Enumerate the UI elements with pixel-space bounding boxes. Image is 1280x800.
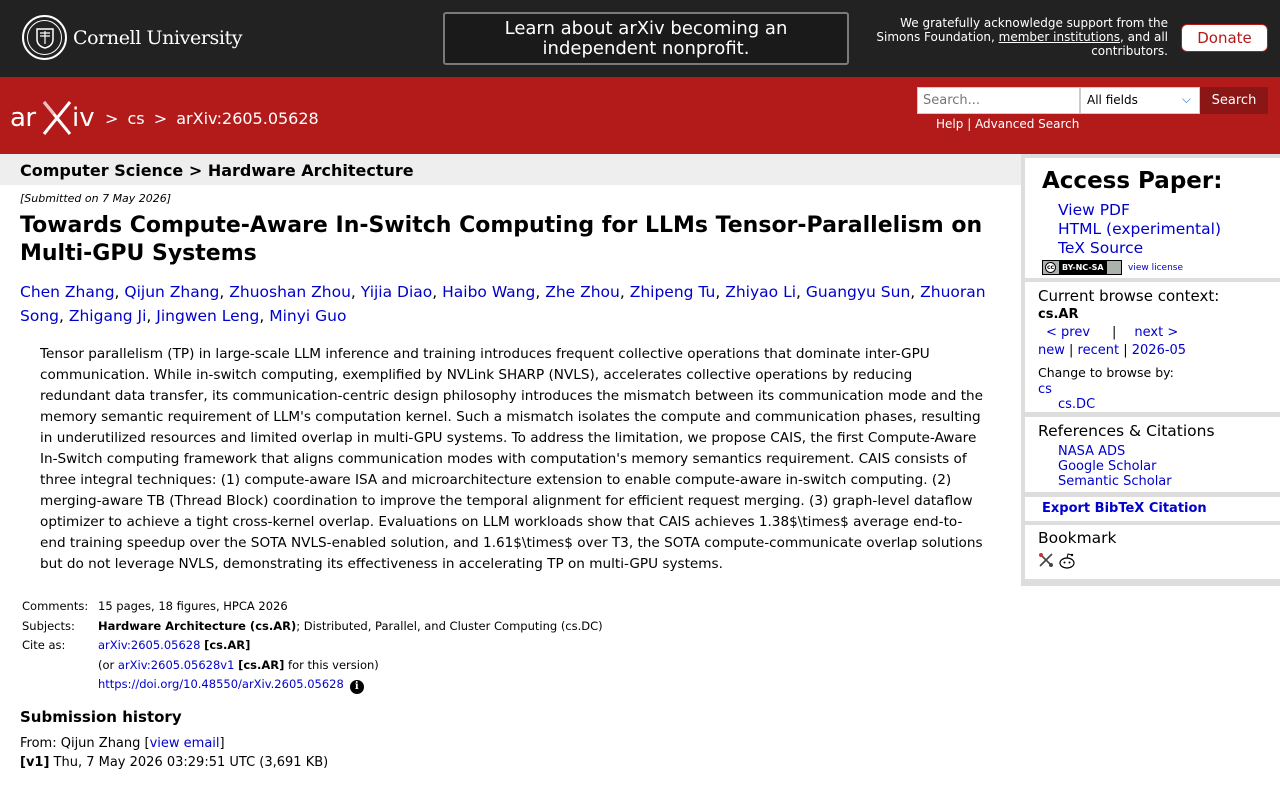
cornell-logo[interactable] [22,15,242,60]
header-bar [0,77,1280,154]
breadcrumb [105,109,323,128]
version-note: (or [98,657,118,672]
author-link[interactable]: Jingwen Leng [156,307,260,325]
comments-label: Comments: [22,599,89,613]
chevron-down-icon: ⌵ [1181,92,1191,106]
browse-context-title: Current browse context: [1038,287,1220,305]
author-link[interactable]: Minyi Guo [269,307,347,325]
author-link[interactable]: Yijia Diao [360,283,433,301]
paper-title: Towards Compute-Aware In-Switch Computing for LLMs Tensor-Parallelism on Multi-GPU Systems [20,213,983,266]
search-field-select[interactable] [1080,87,1200,114]
author-link[interactable]: Zhigang Ji [68,307,147,325]
prev-link[interactable]: < prev [1046,325,1091,340]
other-subjects: ; Distributed, Parallel, and Cluster Computing (cs.DC) [296,618,603,633]
author-list [20,280,1020,328]
author-link[interactable]: Qijun Zhang [124,283,220,301]
comments-value: 15 pages, 18 figures, HPCA 2026 [98,599,288,613]
support-text: , and all [1119,30,1168,44]
nonprofit-banner-button[interactable]: Learn about arXiv becoming an independent nonprofit. [443,12,849,65]
license-badge-text: BY-NC-SA [1059,261,1107,274]
support-line: contributors. [1091,44,1168,58]
export-panel [1025,497,1280,521]
submission-history-heading: Submission history [20,708,182,726]
cornell-seal-icon [22,15,67,60]
search-button[interactable]: Search [1200,87,1268,114]
author-separator: , [619,283,630,301]
semantic-scholar-link[interactable]: Semantic Scholar [1058,474,1172,489]
help-links [936,117,1079,131]
support-line: We gratefully acknowledge support from the [900,16,1168,30]
submission-history [20,734,328,772]
author-link[interactable]: Zhipeng Tu [629,283,716,301]
author-link[interactable]: Zhuoran Song [20,283,986,325]
donate-button[interactable]: Donate [1181,24,1268,52]
svg-text:iv: iv [72,103,95,133]
doi-link[interactable]: https://doi.org/10.48550/arXiv.2605.05628 [98,677,344,691]
support-text: Simons Foundation, [876,30,999,44]
browse-cs-dc-link[interactable]: cs.DC [1058,397,1096,412]
author-separator: , [59,307,69,325]
google-scholar-link[interactable]: Google Scholar [1058,459,1157,474]
help-separator: | [967,117,972,131]
subjects-label: Subjects: [22,618,75,633]
primary-subject: Hardware Architecture (cs.AR) [98,618,297,633]
references-panel [1025,417,1280,492]
arxiv-logo[interactable] [10,98,102,142]
author-separator: , [219,283,230,301]
submitter-text: ] [219,736,225,751]
html-link[interactable]: HTML (experimental) [1058,220,1221,238]
browse-cs-link[interactable]: cs [1038,382,1052,397]
support-acknowledgement [866,16,1168,58]
top-bar [0,0,1280,77]
recent-link[interactable]: recent [1077,343,1120,358]
svg-text:ar: ar [10,103,36,133]
author-link[interactable]: Zhe Zhou [545,283,620,301]
license [1042,260,1183,275]
subject-heading: Computer Science > Hardware Architecture [0,154,1021,185]
browse-context-category: cs.AR [1038,307,1079,322]
nasa-ads-link[interactable]: NASA ADS [1058,444,1126,459]
bookmark-title: Bookmark [1038,529,1117,547]
submission-date: [Submitted on 7 May 2026] [20,192,172,205]
author-separator: , [259,307,270,325]
tex-source-link[interactable]: TeX Source [1058,239,1144,257]
new-link[interactable]: new [1038,343,1065,358]
view-email-link[interactable]: view email [149,736,220,751]
references-title: References & Citations [1038,422,1215,440]
cite-category: [cs.AR] [204,638,251,652]
metadata-table [22,597,603,695]
author-separator: , [432,283,443,301]
author-separator: , [910,283,921,301]
cite-id-link[interactable]: arXiv:2605.05628 [98,638,201,652]
breadcrumb-cs-link[interactable]: cs [127,109,145,128]
author-link[interactable]: Zhuoshan Zhou [229,283,351,301]
cornell-name: Cornell University [73,26,243,49]
abstract: Tensor parallelism (TP) in large-scale LLM inference and training introduces frequent collective operations that dominate inter-GPU communication. While in-switch computing, exemplified by NVLink SHARP (NVLS), accelerates collective operations by reducing redundant data transfer, its communication-centric design philosophy introduces the mismatch between its communication mode and the memory semantic requirement of LLM's computation kernel. Such a mismatch isolates the compute and communication phases, resulting in underutilized resources and limited overlap in multi-GPU systems. To address the limitation, we propose CAIS, the first Compute-Aware In-Switch computing framework that aligns communication modes with computation's memory semantics requirement. CAIS consists of three integral techniques: (1) compute-aware ISA and microarchitecture extension to enable compute-aware in-switch computing. (2) merging-aware TB (Thread Block) coordination to improve the temporal alignment for efficient request merging. (3) graph-level dataflow optimizer to achieve a tight cross-kernel overlap. Evaluations on LLM workloads show that CAIS achieves 1.38$\times$ average end-to-end training speedup over the SOTA NVLS-enabled solution, and 1.61$\times$ over T3, the SOTA compute-communicate overlap solutions but do not leverage NVLS, demonstrating its effectiveness in accelerating TP on multi-GPU systems. [40,346,984,572]
breadcrumb-separator: > [153,109,168,128]
help-link[interactable]: Help [936,117,964,131]
version-label: [v1] [20,755,50,770]
author-separator: , [114,283,125,301]
browse-context-panel [1025,282,1280,412]
reddit-icon[interactable] [1058,552,1076,574]
breadcrumb-paper-id: arXiv:2605.05628 [176,109,319,128]
bookmark-panel [1025,525,1280,579]
next-link[interactable]: next > [1134,325,1179,340]
author-link[interactable]: Guangyu Sun [805,283,911,301]
nav-separator: | [1123,343,1128,358]
change-browse-label: Change to browse by: [1038,365,1174,380]
author-separator: , [715,283,726,301]
view-license-link[interactable]: view license [1128,262,1184,273]
author-link[interactable]: Chen Zhang [20,283,115,301]
cite-version-link[interactable]: arXiv:2605.05628v1 [117,657,235,672]
sidebar [1021,154,1280,586]
submitter-text: From: Qijun Zhang [ [20,736,150,751]
author-separator: , [535,283,546,301]
author-separator: , [146,307,157,325]
bibsonomy-icon[interactable] [1038,552,1054,574]
view-pdf-link[interactable]: View PDF [1058,201,1130,219]
search-field-value: All fields [1087,93,1138,107]
nav-separator: | [1112,325,1117,340]
access-paper-title: Access Paper: [1042,168,1223,194]
export-bibtex-link[interactable]: Export BibTeX Citation [1042,501,1207,516]
info-icon[interactable]: i [350,680,364,694]
nav-separator: | [1069,343,1074,358]
access-paper-panel [1025,158,1280,278]
version-date: Thu, 7 May 2026 03:29:51 UTC (3,691 KB) [49,755,329,770]
month-link[interactable]: 2026-05 [1131,343,1187,358]
author-link[interactable]: Zhiyao Li [725,283,797,301]
author-separator: , [796,283,806,301]
cc-license-icon[interactable]: cc BY-NC-SA [1042,260,1122,275]
search-input[interactable] [917,87,1080,114]
version-note: for this version) [284,657,379,672]
breadcrumb-separator: > [105,109,119,128]
advanced-search-link[interactable]: Advanced Search [975,117,1080,131]
author-link[interactable]: Haibo Wang [442,283,536,301]
cite-category: [cs.AR] [238,657,285,672]
member-institutions-link[interactable]: member institutions [998,30,1120,44]
cite-label: Cite as: [22,638,66,652]
author-separator: , [350,283,361,301]
